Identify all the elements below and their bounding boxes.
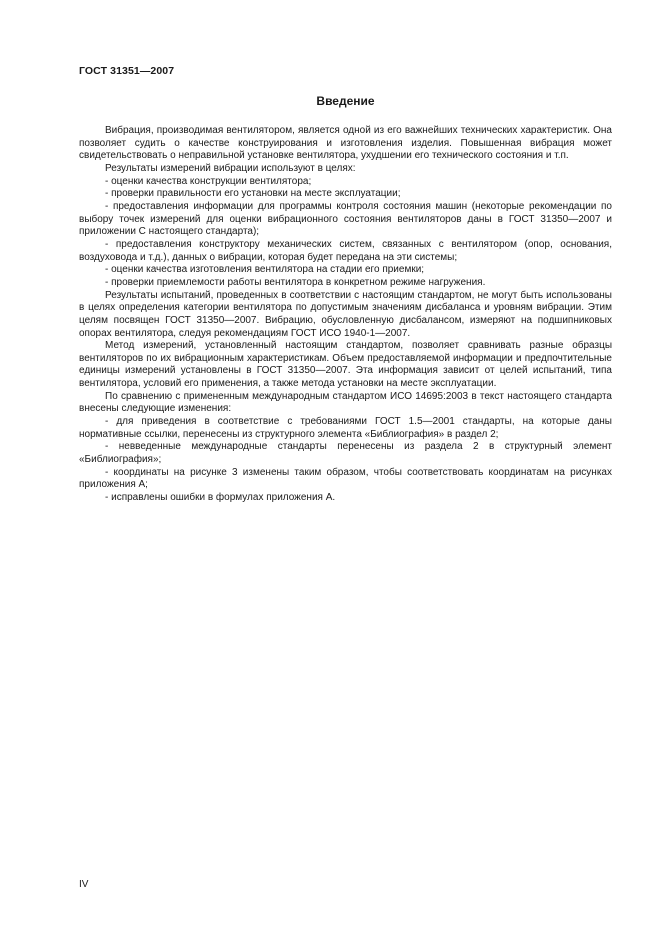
list-item-design-quality: - оценки качества конструкции вентилятора; bbox=[105, 175, 312, 187]
list-item-acceptance: - оценки качества изготовления вентилятора на стадии его приемки; bbox=[105, 264, 425, 276]
list-item-change-formulas: - исправлены ошибки в формулах приложения А. bbox=[105, 492, 336, 504]
section-title: Введение bbox=[316, 94, 375, 108]
paragraph-changes-lead: По сравнению с примененным международным стандартом ИСО 14695:2003 в текст настоящего стандарта внесены следующие изменения: bbox=[79, 390, 612, 415]
list-item-installation-check: - проверки правильности его установки на месте эксплуатации; bbox=[105, 188, 401, 200]
paragraph-vibration-intro: Вибрация, производимая вентилятором, является одной из его важнейших технических характеристик. Она позволяет судить о качестве конструирования и изготовления изделия. Повышенная вибрация может свидетельствовать о неправильной установке вентилятора, ухудшении его технического состояния и т.п. bbox=[79, 125, 612, 162]
list-item-change-figure: - координаты на рисунке 3 изменены таким образом, чтобы соответствовать координатам на рисунках приложения А; bbox=[79, 466, 612, 491]
list-item-change-bibliography: - невведенные международные стандарты перенесены из раздела 2 в структурный элемент «Библиография»; bbox=[79, 441, 612, 466]
body-text bbox=[79, 125, 612, 505]
list-item-condition-monitoring: - предоставления информации для программы контроля состояния машин (некоторые рекомендации по выбору точек измерений для оценки вибрационного состояния вентиляторов даны в ГОСТ 31350—2007 и приложении С настоящего стандарта); bbox=[79, 200, 612, 238]
paragraph-purposes-lead: Результаты измерений вибрации используют в целях: bbox=[105, 162, 356, 174]
list-item-designer-data: - предоставления конструктору механических систем, связанных с вентилятором (опор, основания, воздуховода и т.д.), данных о вибрации, которая будет передана на эти системы; bbox=[79, 238, 612, 263]
paragraph-test-results: Результаты испытаний, проведенных в соответствии с настоящим стандартом, не могут быть использованы в целях определения категории вентилятора по допустимым значениям дисбаланса и уровням вибрации. Этим целям посвящен ГОСТ 31350—2007. Вибрацию, обусловленную дисбалансом, измеряют на подшипниковых опорах вентилятора, следуя рекомендациям ГОСТ ИСО 1940-1—2007. bbox=[79, 289, 612, 339]
paragraph-method: Метод измерений, установленный настоящим стандартом, позволяет сравнивать разные образцы вентиляторов по их вибрационным характеристикам. Объем предоставляемой информации и предпочтительные единицы измерений установлены в ГОСТ 31350—2007. Эта информация зависит от целей испытаний, типа вентилятора, условий его применения, а также метода установки на месте эксплуатации. bbox=[79, 340, 612, 390]
document-id-header: ГОСТ 31351—2007 bbox=[79, 65, 175, 77]
list-item-operating-mode: - проверки приемлемости работы вентилятора в конкретном режиме нагружения. bbox=[105, 276, 486, 288]
page-number: IV bbox=[79, 879, 89, 890]
list-item-change-references: - для приведения в соответствие с требованиями ГОСТ 1.5—2001 стандарты, на которые даны нормативные ссылки, перенесены из структурного элемента «Библиография» в раздел 2; bbox=[79, 416, 612, 440]
